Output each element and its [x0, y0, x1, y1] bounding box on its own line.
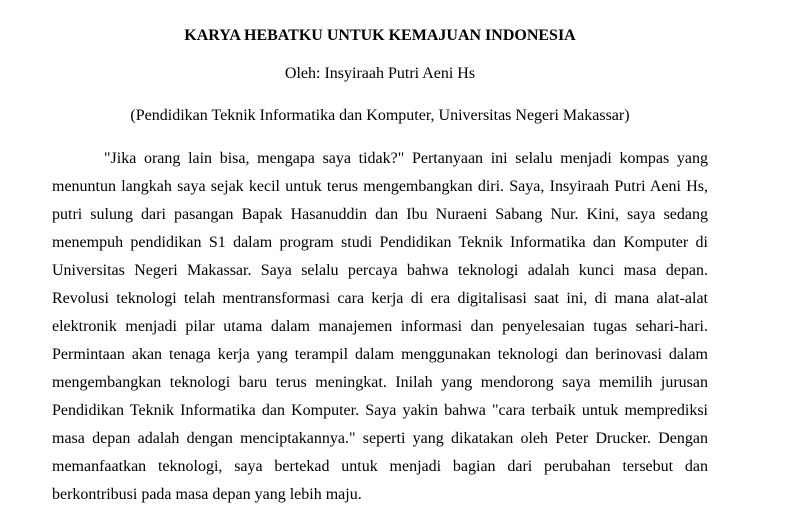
- document-affiliation: (Pendidikan Teknik Informatika dan Komputer, Universitas Negeri Makassar): [130, 107, 630, 124]
- document-title: KARYA HEBATKU UNTUK KEMAJUAN INDONESIA: [184, 27, 576, 44]
- document-author: Oleh: Insyiraah Putri Aeni Hs: [284, 65, 476, 82]
- body-paragraph: "Jika orang lain bisa, mengapa saya tidak?" Pertanyaan ini selalu menjadi kompas yang menuntun langkah saya sejak kecil untuk terus mengembangkan diri. Saya, Insyiraah Putri Aeni Hs, putri sulung dari pasangan Bapak Hasanuddin dan Ibu Nuraeni Sabang Nur. Kini, saya sedang menempuh pendidikan S1 dalam program studi Pendidikan Teknik Informatika dan Komputer di Universitas Negeri Makassar. Saya selalu percaya bahwa teknologi adalah kunci masa depan. Revolusi teknologi telah mentransformasi cara kerja di era digitalisasi saat ini, di mana alat-alat elektronik menjadi pilar utama dalam manajemen informasi dan penyelesaian tugas sehari-hari. Permintaan akan tenaga kerja yang terampil dalam menggunakan teknologi dan berinovasi dalam mengembangkan teknologi baru terus meningkat. Inilah yang mendorong saya memilih jurusan Pendidikan Teknik Informatika dan Komputer. Saya yakin bahwa "cara terbaik untuk memprediksi masa depan adalah dengan menciptakannya." seperti yang dikatakan oleh Peter Drucker. Dengan memanfaatkan teknologi, saya bertekad untuk menjadi bagian dari perubahan tersebut dan berkontribusi pada masa depan yang lebih maju.: [52, 150, 708, 503]
